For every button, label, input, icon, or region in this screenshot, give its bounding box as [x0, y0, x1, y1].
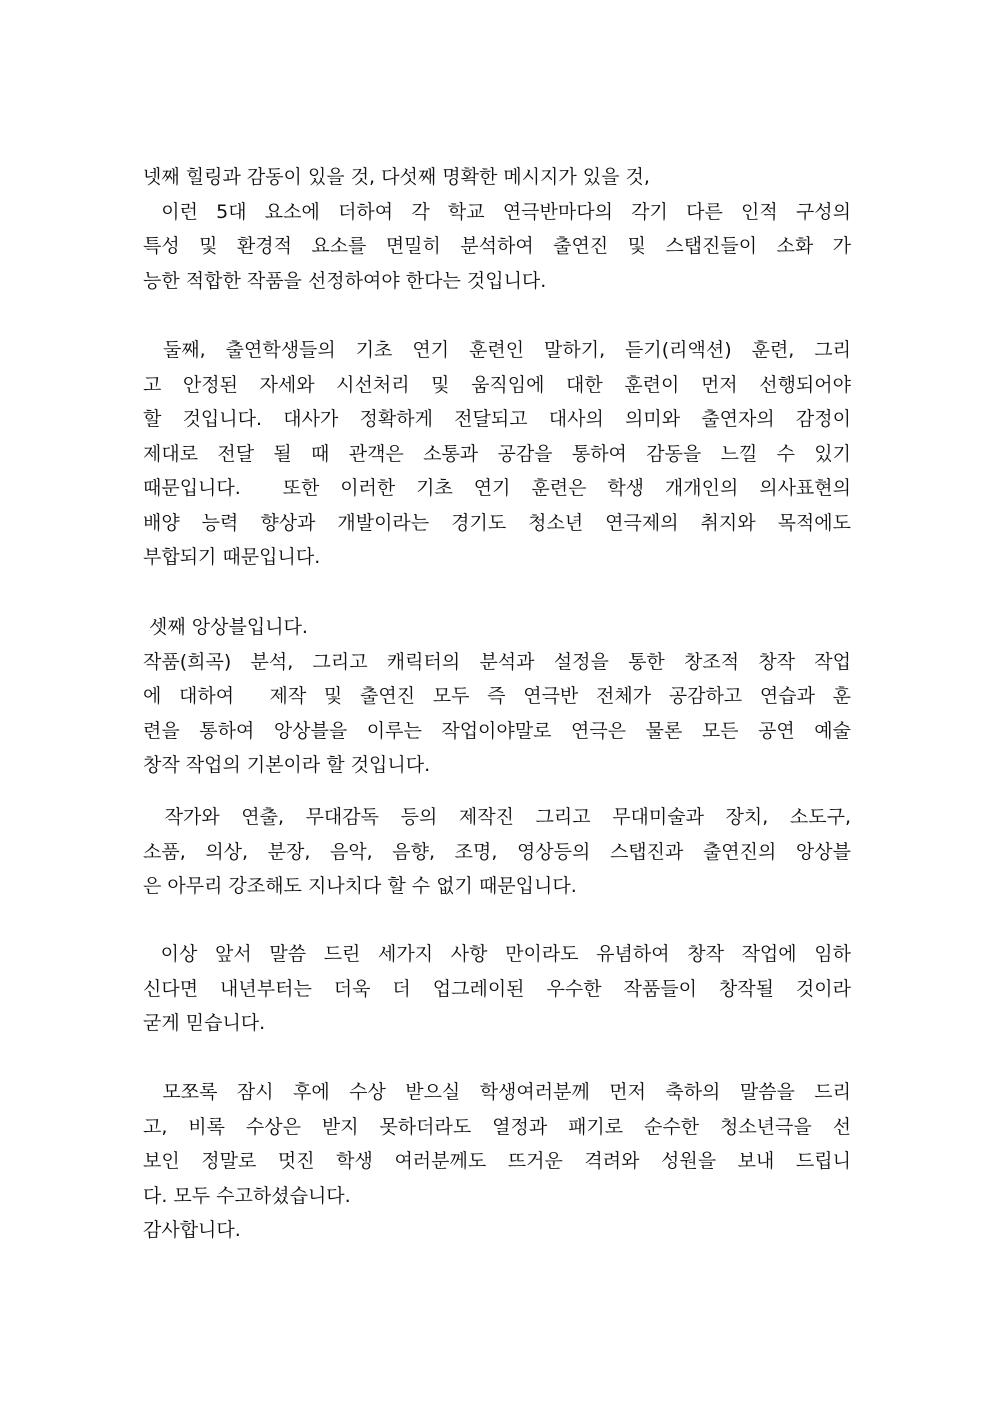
- paragraph-line: 둘째, 출연학생들의 기초 연기 훈련인 말하기, 듣기(리액션) 훈련, 그리: [143, 339, 851, 361]
- paragraph-line: 소품, 의상, 분장, 음악, 음향, 조명, 영상등의 스탭진과 출연진의 앙상블: [143, 840, 851, 863]
- paragraph-line: 굳게 믿습니다.: [143, 1012, 266, 1034]
- paragraph-line: 이상 앞서 말씀 드린 세가지 사항 만이라도 유념하여 창작 작업에 임하: [143, 943, 851, 965]
- paragraph-line: 특성 및 환경적 요소를 면밀히 분석하여 출연진 및 스탭진들이 소화 가: [143, 235, 851, 257]
- paragraph-line: 련을 통하여 앙상블을 이루는 작업이야말로 연극은 물론 모든 공연 예술: [143, 719, 851, 742]
- paragraph-line: 배양 능력 향상과 개발이라는 경기도 청소년 연극제의 취지와 목적에도: [143, 511, 851, 534]
- paragraph-line: 작품(희곡) 분석, 그리고 캐릭터의 분석과 설정을 통한 창조적 창작 작업: [143, 650, 851, 673]
- paragraph-line: 때문입니다. 또한 이러한 기초 연기 훈련은 학생 개개인의 의사표현의: [143, 477, 851, 499]
- paragraph-summary: [143, 937, 851, 1041]
- paragraph-line: 제대로 전달 될 때 관객은 소통과 공감을 통하여 감동을 느낄 수 있기: [143, 442, 851, 465]
- paragraph-closing: [143, 1075, 851, 1248]
- paragraph-line: 창작 작업의 기본이라 할 것입니다.: [143, 754, 431, 776]
- paragraph-second-point: [143, 333, 851, 575]
- paragraph-line: 고, 비록 수상은 받지 못하더라도 열정과 패기로 순수한 청소년극을 선: [143, 1115, 851, 1138]
- paragraph-staff-ensemble: [143, 800, 851, 904]
- paragraph-line: 신다면 내년부터는 더욱 더 업그레이된 우수한 작품들이 창작될 것이라: [143, 977, 851, 1000]
- paragraph-line: 할 것입니다. 대사가 정확하게 전달되고 대사의 의미와 출연자의 감정이: [143, 408, 851, 430]
- paragraph-line: 능한 적합한 작품을 선정하여야 한다는 것입니다.: [143, 269, 547, 292]
- paragraph-line: 넷째 힐링과 감동이 있을 것, 다섯째 명확한 메시지가 있을 것,: [143, 166, 650, 188]
- paragraph-line: 보인 정말로 멋진 학생 여러분께도 뜨거운 격려와 성원을 보내 드립니: [143, 1150, 851, 1172]
- paragraph-line: 에 대하여 제작 및 출연진 모두 즉 연극반 전체가 공감하고 연습과 훈: [143, 685, 851, 707]
- paragraph-line: 부합되기 때문입니다.: [143, 546, 321, 568]
- paragraph-line: 고 안정된 자세와 시선처리 및 움직임에 대한 훈련이 먼저 선행되어야: [143, 373, 851, 396]
- paragraph-line: 작가와 연출, 무대감독 등의 제작진 그리고 무대미술과 장치, 소도구,: [143, 806, 851, 828]
- paragraph-line: 모쪼록 잠시 후에 수상 받으실 학생여러분께 먼저 축하의 말씀을 드리: [143, 1081, 851, 1103]
- paragraph-line: 감사합니다.: [143, 1219, 241, 1241]
- paragraph-line: 은 아무리 강조해도 지나치다 할 수 없기 때문입니다.: [143, 875, 577, 897]
- paragraph-third-point: [143, 610, 851, 783]
- paragraph-criteria: [143, 160, 851, 298]
- paragraph-line: 셋째 앙상블입니다.: [143, 616, 308, 638]
- paragraph-line: 이런 5대 요소에 더하여 각 학교 연극반마다의 각기 다른 인적 구성의: [143, 200, 851, 223]
- paragraph-line: 다. 모두 수고하셨습니다.: [143, 1184, 351, 1207]
